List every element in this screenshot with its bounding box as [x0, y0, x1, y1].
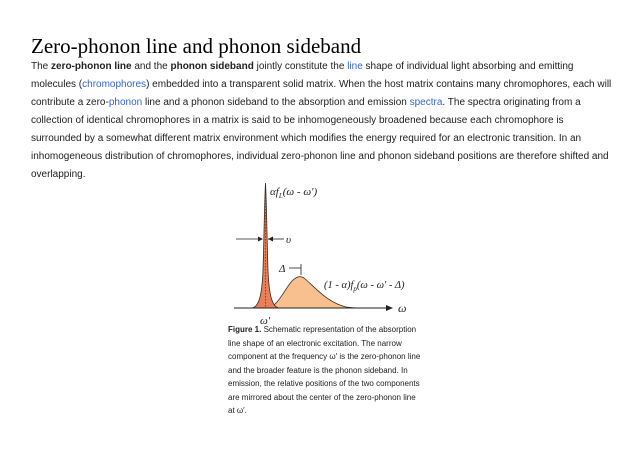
term-phonon-sideband: phonon sideband [170, 61, 254, 72]
arrow-right-icon [258, 237, 263, 242]
intro-text-5: ) embedded into a transparent solid matrix. When the host matrix contains many chromophores, each will contribute a zero- [31, 79, 612, 108]
figure-caption-text: Schematic representation of the absorption line shape of an electronic excitation. The narrow component at the frequency ω′ is the zero-phonon line and the broader feature is the phonon sideband. In emission, the relative positions of the two components are mirrored about the center of the zero-phonon line at ω′. [228, 325, 421, 415]
page-title: Zero-phonon line and phonon sideband [31, 34, 362, 58]
linewidth-label: υ [286, 234, 292, 246]
intro-text-2: and the [131, 61, 171, 72]
link-line[interactable]: line [347, 61, 363, 72]
arrow-left-icon [268, 237, 273, 242]
intro-text-1: The [31, 61, 52, 72]
figure-caption [228, 323, 424, 418]
intro-text-6: line and a phonon sideband to the absorption and emission [142, 97, 410, 108]
link-spectra[interactable]: spectra [409, 97, 443, 108]
figure-caption-label: Figure 1. [228, 325, 262, 334]
psb-function-label: $(1 - \alpha)f_p(\omega - \omega' - \Delta)$ [324, 280, 405, 293]
link-phonon[interactable]: phonon [108, 97, 143, 108]
omega-prime-label: ω′ [260, 315, 271, 327]
link-chromophores[interactable]: chromophores [82, 79, 147, 90]
zpl-function-label: $\alpha f_L(\omega - \omega')$ [270, 186, 318, 200]
frequency-label: ω [398, 301, 407, 315]
shift-label: Δ [279, 263, 286, 275]
intro-text-7: . The spectra originating from a collection of identical chromophores in a matrix is said to be inhomogeneously broadened because each chromophore is surrounded by a somewhat different matrix environment which modifies the energy required for an electronic transition. In an inhomogeneous distribution of chromophores, individual zero-phonon line and phonon sideband positions are therefore shifted and overlapping. [31, 97, 609, 180]
term-zero-phonon-line: zero-phonon line [51, 61, 132, 72]
intro-paragraph [31, 58, 616, 184]
intro-text-3: jointly constitute the [253, 61, 348, 72]
axis-arrow-icon [386, 305, 393, 311]
intro-text-4: shape of individual light absorbing and emitting molecules ( [31, 61, 574, 90]
line-shape-figure [226, 180, 426, 330]
